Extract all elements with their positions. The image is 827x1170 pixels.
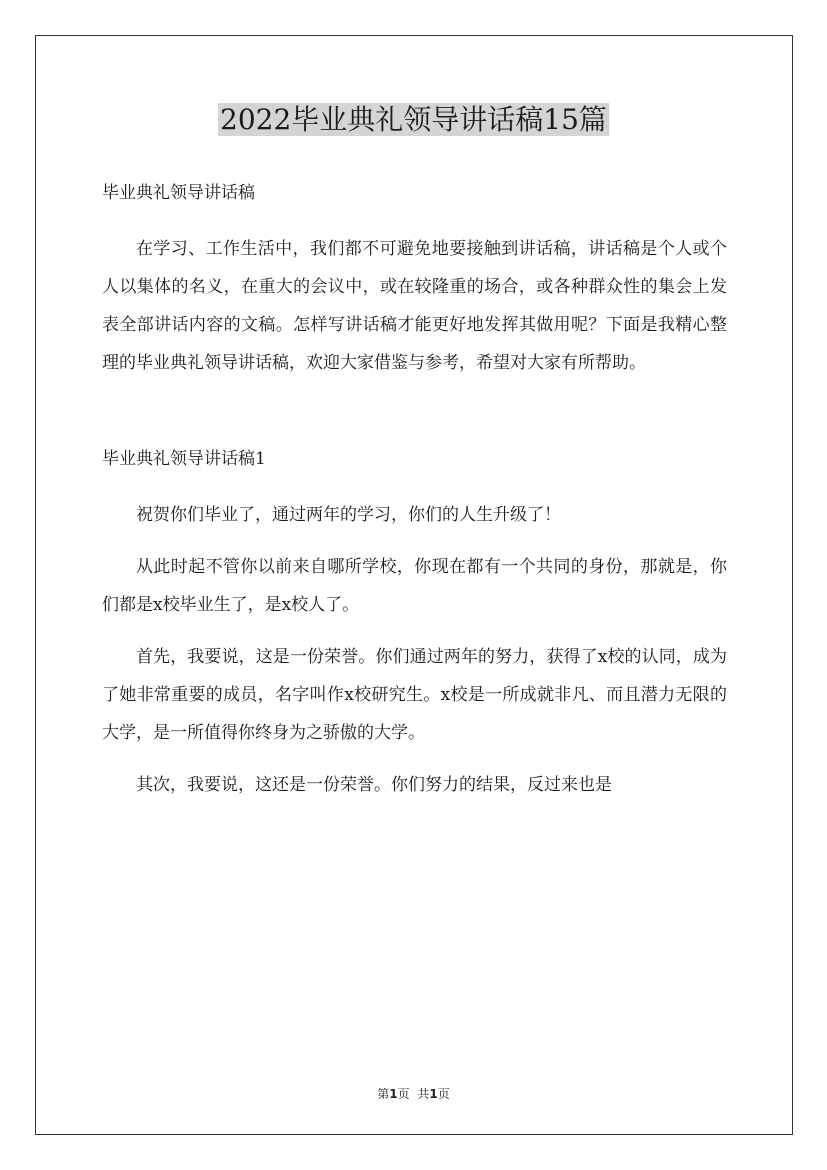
document-body xyxy=(102,174,727,804)
total-suffix: 页 xyxy=(437,1087,450,1101)
section-paragraph-1: 祝贺你们毕业了，通过两年的学习，你们的人生升级了！ xyxy=(136,505,561,525)
total-pages: 1 xyxy=(429,1087,438,1101)
page-number: 1 xyxy=(389,1087,398,1101)
section-heading: 毕业典礼领导讲话稿1 xyxy=(102,449,266,469)
document-title xyxy=(0,100,827,140)
section-paragraph-2: 从此时起不管你以前来自哪所学校，你现在都有一个共同的身份，那就是，你们都是x校毕业生了，是x校人了。 xyxy=(102,557,727,615)
intro-heading: 毕业典礼领导讲话稿 xyxy=(102,183,255,203)
intro-paragraph: 在学习、工作生活中，我们都不可避免地要接触到讲话稿，讲话稿是个人或个人以集体的名义，在重大的会议中，或在较隆重的场合，或各种群众性的集会上发表全部讲话内容的文稿。怎样写讲话稿才能更好地发挥其做用呢？下面是我精心整理的毕业典礼领导讲话稿，欢迎大家借鉴与参考，希望对大家有所帮助。 xyxy=(102,239,727,373)
page-footer xyxy=(0,1085,827,1102)
document-title-text: 2022毕业典礼领导讲话稿15篇 xyxy=(220,103,607,136)
section-paragraph-4: 其次，我要说，这还是一份荣誉。你们努力的结果，反过来也是 xyxy=(136,775,612,795)
total-prefix: 共 xyxy=(417,1087,430,1101)
page-suffix: 页 xyxy=(397,1087,410,1101)
page-prefix: 第 xyxy=(377,1087,390,1101)
section-paragraph-3: 首先，我要说，这是一份荣誉。你们通过两年的努力，获得了x校的认同，成为了她非常重要的成员，名字叫作x校研究生。x校是一所成就非凡、而且潜力无限的大学，是一所值得你终身为之骄傲的大学。 xyxy=(102,647,727,743)
